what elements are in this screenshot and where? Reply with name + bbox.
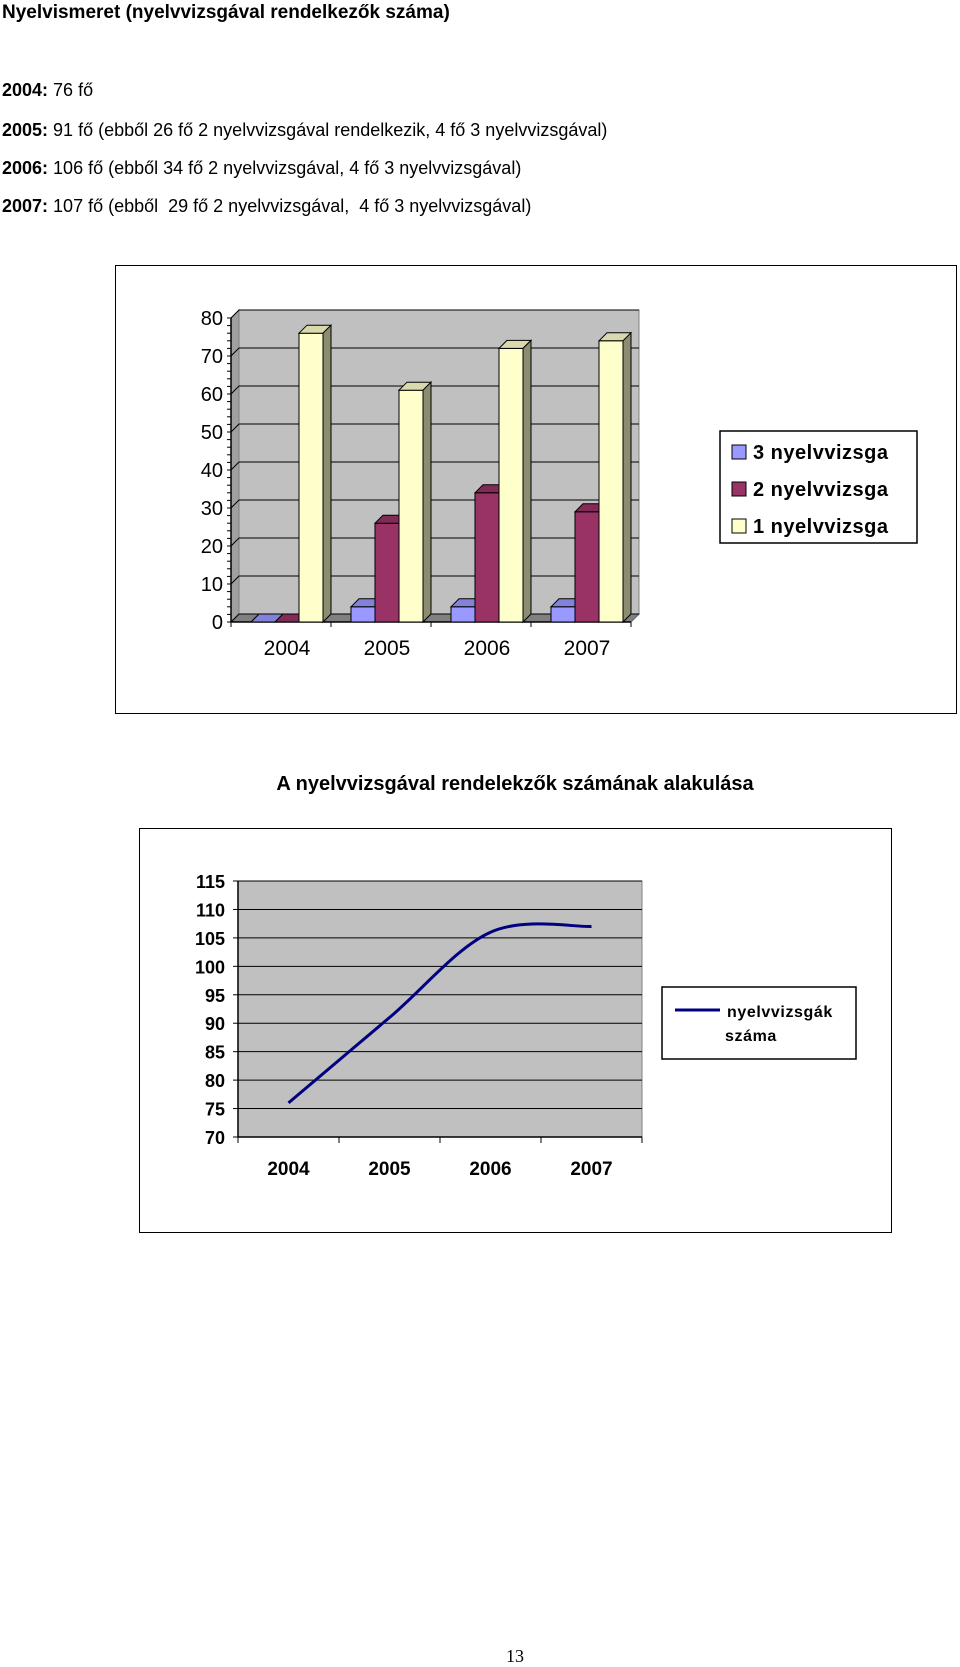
bar-side (323, 325, 331, 622)
legend-label: 1 nyelvvizsga (753, 516, 889, 538)
legend-label: száma (725, 1028, 777, 1045)
bar-front (399, 390, 423, 622)
y-tick-label: 95 (204, 985, 225, 1006)
summary-year: 2004: (2, 80, 49, 100)
x-tick-label: 2006 (469, 1159, 512, 1180)
y-tick-label: 85 (204, 1042, 225, 1063)
page-heading: Nyelvismeret (nyelvvizsgával rendelkezők száma) (2, 2, 450, 23)
legend-box (662, 987, 856, 1059)
bar-front (475, 493, 499, 622)
bar-side (423, 382, 431, 622)
bar-1-nyelvvizsga (499, 340, 531, 622)
bar-front (499, 348, 523, 622)
bar-front (551, 607, 575, 622)
x-tick-label: 2004 (263, 637, 311, 660)
page-number: 13 (506, 1646, 524, 1666)
y-tick-label: 40 (200, 460, 223, 482)
y-tick-label: 70 (204, 1128, 225, 1148)
summary-year: 2005: (2, 120, 49, 140)
y-tick-label: 70 (200, 346, 223, 368)
bar-front (451, 607, 475, 622)
summary-text: 91 fő (ebből 26 fő 2 nyelvvizsgával rendelkezik, 4 fő 3 nyelvvizsgával) (48, 120, 608, 140)
x-tick-label: 2007 (563, 637, 611, 660)
legend-swatch (732, 445, 746, 459)
line-legend (662, 987, 856, 1059)
y-tick-label: 0 (211, 612, 223, 634)
bar-chart (116, 266, 956, 713)
x-tick-label: 2005 (368, 1159, 411, 1180)
line-chart (140, 829, 891, 1232)
summary-year: 2007: (2, 196, 49, 216)
y-tick-label: 110 (195, 900, 225, 921)
summary-year: 2006: (2, 158, 49, 178)
y-tick-label: 90 (204, 1014, 225, 1035)
y-tick-label: 75 (204, 1099, 225, 1120)
line-chart-title: A nyelvvizsgával rendelekzők számának alakulása (276, 773, 754, 795)
bar-side (623, 333, 631, 622)
summary-text: 106 fő (ebből 34 fő 2 nyelvvizsgával, 4 fő 3 nyelvvizsgával) (48, 158, 522, 178)
y-tick-label: 80 (200, 308, 223, 330)
plot-area (238, 881, 642, 1137)
bar-1-nyelvvizsga (399, 382, 431, 622)
bar-side (523, 340, 531, 622)
line-chart-frame (139, 828, 892, 1233)
y-tick-label: 20 (200, 536, 223, 558)
x-tick-label: 2007 (570, 1159, 613, 1180)
legend-label: 2 nyelvvizsga (753, 479, 889, 501)
bar-front (599, 341, 623, 622)
x-tick-label: 2006 (463, 637, 511, 660)
y-tick-label: 80 (204, 1071, 225, 1092)
legend-label: 3 nyelvvizsga (753, 442, 889, 464)
summary-line-2005 (2, 120, 607, 141)
bar-front (575, 512, 599, 622)
y-tick-label: 115 (195, 872, 225, 892)
summary-line-2007 (2, 196, 531, 217)
x-tick-label: 2005 (363, 637, 411, 660)
y-tick-label: 105 (194, 928, 225, 949)
legend-swatch (732, 519, 746, 533)
bar-1-nyelvvizsga (599, 333, 631, 622)
x-tick-label: 2004 (267, 1159, 310, 1180)
bar-chart-frame (115, 265, 957, 714)
y-tick-label: 60 (200, 384, 223, 406)
summary-line-2006 (2, 158, 521, 179)
legend-label: nyelvvizsgák (727, 1004, 833, 1021)
y-tick-label: 50 (200, 422, 223, 444)
y-tick-label: 30 (200, 498, 223, 520)
bar-1-nyelvvizsga (299, 325, 331, 622)
bar-front (351, 607, 375, 622)
summary-text: 76 fő (48, 80, 94, 100)
bar-legend (720, 431, 917, 543)
legend-swatch (732, 482, 746, 496)
y-tick-label: 100 (194, 957, 225, 978)
summary-line-2004 (2, 80, 93, 101)
bar-front (299, 333, 323, 622)
summary-text: 107 fő (ebből 29 fő 2 nyelvvizsgával, 4 fő 3 nyelvvizsgával) (48, 196, 532, 216)
bar-front (375, 523, 399, 622)
y-tick-label: 10 (200, 574, 223, 596)
